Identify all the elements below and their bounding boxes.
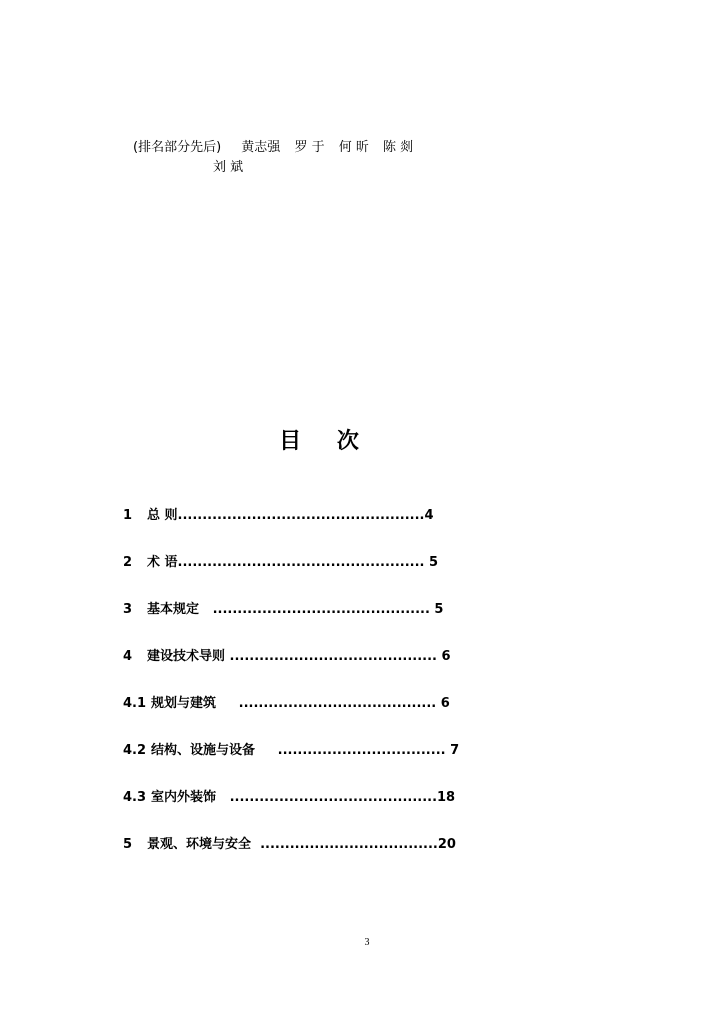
authors-block (133, 138, 423, 178)
author-name: 黄志强 (241, 140, 281, 155)
author-name: 何 昕 (338, 140, 369, 155)
toc-entry-leader: .................................... (260, 837, 438, 852)
toc-entry-leader: .................................. (277, 743, 446, 758)
toc-entry-4-1[interactable] (123, 695, 450, 713)
toc-entry-label: 规划与建筑 (151, 696, 217, 711)
toc-entry-label: 建设技术导则 (147, 649, 226, 664)
toc-entry-page: 7 (450, 743, 460, 758)
toc-title: 目 次 (279, 429, 373, 454)
toc-entry-5[interactable] (123, 836, 456, 854)
toc-entry-label: 基本规定 (147, 602, 200, 617)
toc-entry-number: 5 (123, 837, 133, 852)
author-name: 刘 斌 (213, 160, 244, 175)
toc-entry-page: 5 (434, 602, 444, 617)
toc-entry-leader: .......................................... (229, 649, 437, 664)
toc-entry-4[interactable] (123, 648, 451, 666)
toc-entry-page: 20 (437, 837, 456, 852)
toc-entry-leader: .......................................... (229, 790, 438, 805)
toc-entry-label: 景观、环境与安全 (147, 837, 252, 852)
toc-entry-number: 4 (123, 649, 133, 664)
toc-entry-page: 5 (429, 555, 439, 570)
toc-entry-1[interactable] (123, 507, 434, 525)
toc-entry-label: 结构、设施与设备 (151, 743, 256, 758)
toc-entry-2[interactable] (123, 554, 438, 572)
author-name: 陈 剡 (383, 140, 414, 155)
toc-entry-leader: .................................................. (177, 555, 425, 570)
toc-entry-number: 3 (123, 602, 133, 617)
toc-entry-number: 4.2 (123, 743, 147, 758)
toc-entry-number: 2 (123, 555, 133, 570)
toc-entry-3[interactable] (123, 601, 443, 619)
toc-entry-leader: ........................................ (238, 696, 437, 711)
toc-entry-number: 1 (123, 508, 133, 523)
author-name: 罗 于 (294, 140, 325, 155)
toc-entry-page: 6 (441, 649, 451, 664)
toc-entry-4-2[interactable] (123, 742, 459, 760)
toc-entry-number: 4.1 (123, 696, 147, 711)
page-number: 3 (364, 937, 370, 948)
toc-entry-label: 总 则 (147, 508, 178, 523)
toc-entry-label: 室内外装饰 (151, 790, 217, 805)
toc-entry-number: 4.3 (123, 790, 147, 805)
toc-entry-leader: ............................................ (212, 602, 430, 617)
toc-entry-4-3[interactable] (123, 789, 455, 807)
toc-entry-leader: .................................................. (177, 508, 425, 523)
toc-entry-page: 6 (440, 696, 450, 711)
ranking-note: (排名部分先后) (133, 140, 222, 155)
toc-entry-page: 4 (424, 508, 434, 523)
toc-entry-page: 18 (437, 790, 456, 805)
toc-entry-label: 术 语 (147, 555, 178, 570)
